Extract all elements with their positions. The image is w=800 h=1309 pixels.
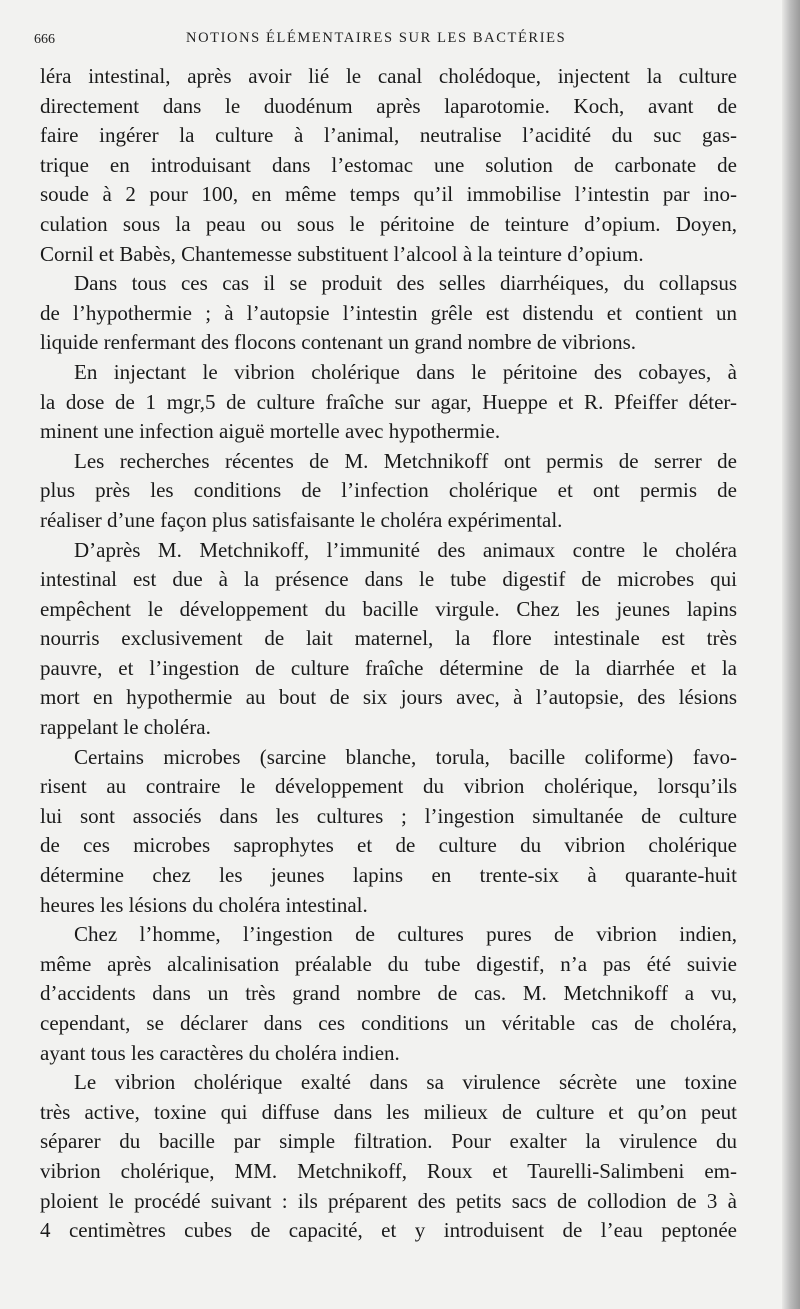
text-line: réaliser d’une façon plus satisfaisante le choléra expérimental. <box>40 507 563 532</box>
text-line: plus près les conditions de l’infection cholérique et ont permis de <box>40 478 737 503</box>
text-line: pauvre, et l’ingestion de culture fraîche détermine de la diarrhée et la <box>40 655 737 680</box>
text-line: empêchent le développement du bacille virgule. Chez les jeunes lapins <box>40 596 737 621</box>
text-line: léra intestinal, après avoir lié le canal cholédoque, injectent la culture <box>40 64 737 88</box>
text-line: très active, toxine qui diffuse dans les milieux de culture et qu’on peut <box>40 1099 737 1124</box>
text-line: En injectant le vibrion cholérique dans le péritoine des cobayes, à <box>74 359 737 384</box>
text-line: culation sous la peau ou sous le péritoine de teinture d’opium. Doyen, <box>40 211 737 236</box>
text-line: ploient le procédé suivant : ils préparent des petits sacs de collodion de 3 à <box>40 1188 737 1213</box>
text-line: soude à 2 pour 100, en même temps qu’il immobilise l’intestin par ino- <box>40 182 737 207</box>
text-line: mort en hypothermie au bout de six jours avec, à l’autopsie, des lésions <box>40 685 737 710</box>
body-text <box>40 62 737 1246</box>
text-line: liquide renfermant des flocons contenant un grand nombre de vibrions. <box>40 330 636 355</box>
text-line: de ces microbes saprophytes et de culture du vibrion cholérique <box>40 833 737 858</box>
text-line: trique en introduisant dans l’estomac une solution de carbonate de <box>40 152 737 177</box>
text-line: intestinal est due à la présence dans le tube digestif de microbes qui <box>40 567 737 592</box>
text-line: vibrion cholérique, MM. Metchnikoff, Roux et Taurelli-Salimbeni em- <box>40 1158 737 1183</box>
page-header <box>34 26 736 54</box>
text-line: minent une infection aiguë mortelle avec hypothermie. <box>40 419 501 444</box>
text-line: 4 centimètres cubes de capacité, et y introduisent de l’eau peptonée <box>40 1218 737 1243</box>
text-line: directement dans le duodénum après laparotomie. Koch, avant de <box>40 93 737 118</box>
text-line: de l’hypothermie ; à l’autopsie l’intestin grêle est distendu et contient un <box>40 300 737 325</box>
text-line: Chez l’homme, l’ingestion de cultures pures de vibrion indien, <box>74 922 737 947</box>
text-line: même après alcalinisation préalable du tube digestif, n’a pas été suivie <box>40 951 737 976</box>
page-number: 666 <box>34 32 55 47</box>
text-line: ayant tous les caractères du choléra indien. <box>40 1040 400 1065</box>
text-line: heures les lésions du choléra intestinal. <box>40 892 368 917</box>
text-line: faire ingérer la culture à l’animal, neutralise l’acidité du suc gas- <box>40 123 737 148</box>
text-line: risent au contraire le développement du vibrion cholérique, lorsqu’ils <box>40 774 737 799</box>
page-edge-shadow <box>782 0 800 1309</box>
text-line: détermine chez les jeunes lapins en trente-six à quarante-huit <box>40 863 737 888</box>
text-line: la dose de 1 mgr,5 de culture fraîche sur agar, Hueppe et R. Pfeiffer déter- <box>40 389 737 414</box>
text-line: Cornil et Babès, Chantemesse substituent l’alcool à la teinture d’opium. <box>40 241 644 266</box>
text-line: Les recherches récentes de M. Metchnikoff ont permis de serrer de <box>74 448 737 473</box>
text-line: rappelant le choléra. <box>40 715 211 740</box>
text-line: Le vibrion cholérique exalté dans sa virulence sécrète une toxine <box>74 1070 737 1095</box>
text-line: d’accidents dans un très grand nombre de cas. M. Metchnikoff a vu, <box>40 981 737 1006</box>
text-line: D’après M. Metchnikoff, l’immunité des animaux contre le choléra <box>74 537 737 562</box>
running-title: NOTIONS ÉLÉMENTAIRES SUR LES BACTÉRIES <box>186 30 567 46</box>
text-line: Dans tous ces cas il se produit des selles diarrhéiques, du collapsus <box>74 271 737 296</box>
text-line: cependant, se déclarer dans ces conditions un véritable cas de choléra, <box>40 1011 737 1035</box>
text-line: lui sont associés dans les cultures ; l’ingestion simultanée de culture <box>40 803 737 828</box>
text-line: séparer du bacille par simple filtration. Pour exalter la virulence du <box>40 1129 737 1154</box>
text-line: nourris exclusivement de lait maternel, la flore intestinale est très <box>40 626 737 651</box>
text-line: Certains microbes (sarcine blanche, torula, bacille coliforme) favo- <box>74 744 737 769</box>
